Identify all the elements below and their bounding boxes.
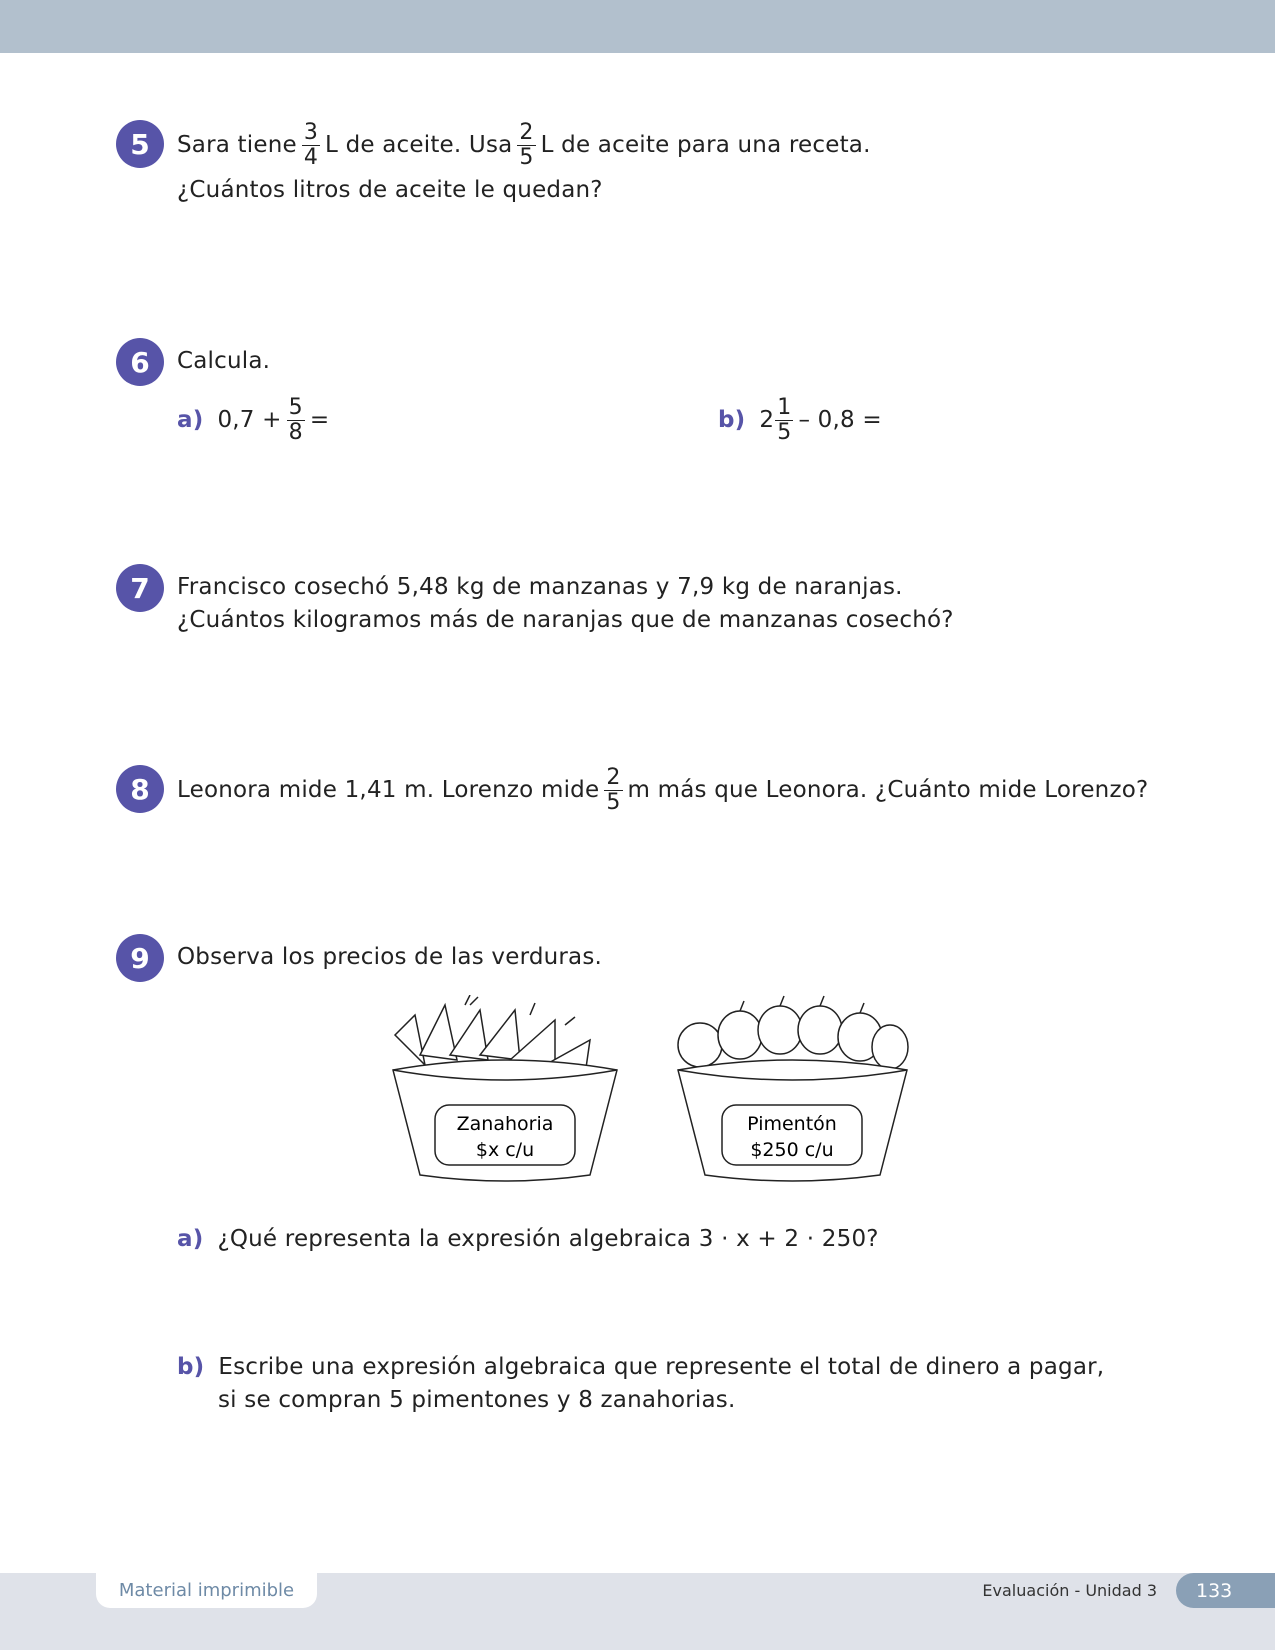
question-6b <box>718 394 882 446</box>
text: L de aceite. Usa <box>325 132 513 158</box>
question-7-line-1: Francisco cosechó 5,48 kg de manzanas y 7,9 kg de naranjas. <box>177 574 903 600</box>
question-9b-line-1 <box>177 1354 1104 1380</box>
question-number-8: 8 <box>116 765 164 813</box>
pepper-basket-illustration <box>670 995 915 1185</box>
item-label: b) <box>718 407 746 433</box>
question-6-title: Calcula. <box>177 348 271 374</box>
numerator: 1 <box>777 394 792 420</box>
material-tab: Material imprimible <box>96 1573 317 1608</box>
section-label: Evaluación - Unidad 3 <box>982 1581 1157 1600</box>
question-number-5: 5 <box>116 120 164 168</box>
basket-label-price: $250 c/u <box>750 1139 834 1161</box>
item-label: b) <box>177 1354 205 1380</box>
text: ¿Qué representa la expresión algebraica 3 · x + 2 · 250? <box>217 1226 879 1252</box>
text: m más que Leonora. ¿Cuánto mide Lorenzo? <box>627 777 1149 803</box>
numerator: 2 <box>606 764 621 790</box>
fraction <box>604 766 622 815</box>
text: 0,7 + <box>217 407 282 433</box>
question-9-title: Observa los precios de las verduras. <box>177 944 603 970</box>
denominator: 5 <box>777 419 792 445</box>
carrot-basket-illustration <box>385 995 625 1185</box>
numerator: 3 <box>303 119 319 145</box>
item-label: a) <box>177 1226 204 1252</box>
fraction <box>287 396 305 445</box>
question-9a <box>177 1226 879 1252</box>
question-number-9: 9 <box>116 934 164 982</box>
fraction <box>517 121 535 170</box>
text: Escribe una expresión algebraica que represente el total de dinero a pagar, <box>218 1354 1105 1380</box>
text: L de aceite para una receta. <box>540 132 871 158</box>
question-7-line-2: ¿Cuántos kilogramos más de naranjas que de manzanas cosechó? <box>177 607 954 633</box>
text: Leonora mide 1,41 m. Lorenzo mide <box>177 777 600 803</box>
question-6a <box>177 394 329 446</box>
numerator: 2 <box>519 119 534 145</box>
question-number-7: 7 <box>116 564 164 612</box>
question-8-line <box>177 764 1148 816</box>
item-label: a) <box>177 407 204 433</box>
denominator: 5 <box>519 144 534 170</box>
fraction <box>302 121 320 170</box>
basket-label-name: Zanahoria <box>456 1113 554 1135</box>
basket-label-price: $x c/u <box>475 1139 535 1161</box>
page-number: 133 <box>1176 1573 1275 1608</box>
basket-label-name: Pimentón <box>747 1113 837 1135</box>
denominator: 4 <box>303 144 319 170</box>
numerator: 5 <box>288 394 303 420</box>
fraction <box>775 396 793 445</box>
whole-number: 2 <box>759 407 775 433</box>
question-number-6: 6 <box>116 338 164 386</box>
question-5-line-1 <box>177 120 871 170</box>
denominator: 8 <box>288 419 303 445</box>
text: Sara tiene <box>177 132 297 158</box>
question-5-line-2: ¿Cuántos litros de aceite le quedan? <box>177 177 603 203</box>
top-banner <box>0 0 1275 53</box>
footer <box>0 1573 1275 1650</box>
peppers-icon <box>678 996 908 1069</box>
text: – 0,8 = <box>798 407 882 433</box>
text: = <box>309 407 330 433</box>
question-9b-line-2: si se compran 5 pimentones y 8 zanahorias. <box>218 1387 736 1413</box>
denominator: 5 <box>606 789 621 815</box>
